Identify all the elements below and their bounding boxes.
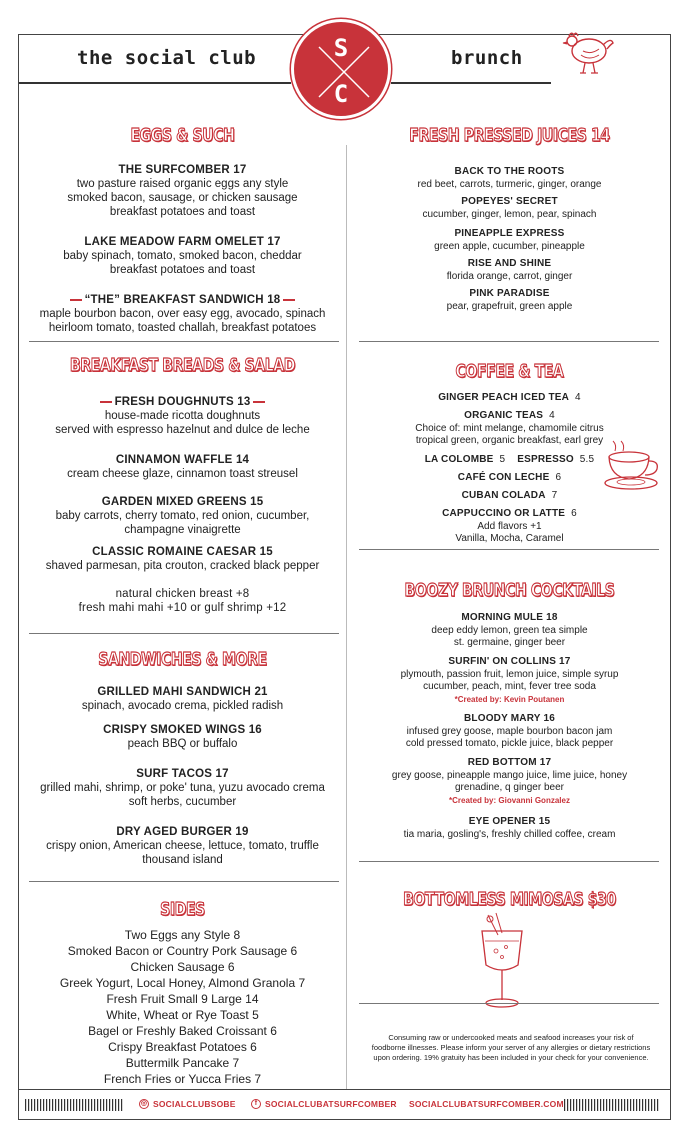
item-name: “THE” BREAKFAST SANDWICH 18	[84, 294, 281, 306]
item-name: SURF TACOS 17	[136, 768, 229, 780]
juice-pineapple-express	[347, 227, 672, 253]
menu-item-burger	[19, 825, 346, 867]
item-desc: crispy onion, American cheese, lettuce, tomato, truffle	[46, 840, 319, 852]
section-title-sandwiches: SANDWICHES & MORE	[98, 649, 267, 670]
addon: natural chicken breast +8	[115, 588, 250, 600]
menu-item-mixed-greens	[19, 495, 346, 537]
instagram-handle: SOCIALCLUBSOBE	[153, 1099, 236, 1109]
item-desc: served with espresso hazelnut and dulce de leche	[55, 424, 310, 436]
item-desc: smoked bacon, sausage, or chicken sausage	[67, 192, 298, 204]
section-title-mimosas: BOTTOMLESS MIMOSAS $30	[403, 889, 616, 910]
item-name: CINNAMON WAFFLE 14	[115, 454, 250, 466]
sides-list	[19, 927, 346, 1087]
dash-icon	[283, 299, 295, 301]
juice-pink-paradise	[347, 287, 672, 313]
item-desc: green apple, cucumber, pineapple	[434, 241, 585, 252]
section-rule	[29, 881, 339, 882]
side-item: Chicken Sausage 6	[130, 960, 235, 974]
item-name: CUBAN COLADA	[461, 490, 546, 501]
item-name: CAFÉ CON LECHE	[457, 472, 550, 483]
cocktail-surfin-collins	[347, 655, 672, 707]
menu-item-mahi-sandwich	[19, 685, 346, 713]
juice-back-to-roots	[347, 165, 672, 191]
section-rule	[29, 341, 339, 342]
menu-item-caesar	[19, 545, 346, 573]
coffee-cup-icon	[603, 437, 669, 497]
cocktail-bloody-mary	[347, 712, 672, 750]
item-price: 6	[555, 472, 562, 483]
section-title-juices: FRESH PRESSED JUICES 14	[409, 125, 610, 146]
side-item: French Fries or Yucca Fries 7	[103, 1072, 262, 1086]
menu-page	[18, 34, 671, 1120]
dash-icon	[70, 299, 82, 301]
item-name: SURFIN' ON COLLINS 17	[448, 656, 571, 667]
left-column	[19, 35, 346, 1089]
item-desc: tia maria, gosling's, freshly chilled coffee, cream	[403, 829, 616, 840]
item-name: POPEYES' SECRET	[461, 196, 558, 207]
item-name: CLASSIC ROMAINE CAESAR 15	[92, 546, 273, 558]
item-desc: cucumber, ginger, lemon, pear, spinach	[422, 209, 597, 220]
item-desc: Add flavors +1	[477, 521, 542, 532]
item-price: 4	[575, 392, 581, 403]
menu-item-surfcomber	[19, 163, 346, 219]
item-desc: st. germaine, ginger beer	[453, 637, 566, 648]
item-price: 4	[549, 410, 555, 421]
item-name: LAKE MEADOW FARM OMELET 17	[84, 236, 281, 248]
instagram-icon: ◎	[140, 1100, 148, 1107]
item-name: CRISPY SMOKED WINGS 16	[103, 724, 262, 736]
facebook-handle: SOCIALCLUBATSURFCOMBER	[265, 1099, 397, 1109]
item-credit: *Created by: Kevin Poutanen	[454, 695, 565, 704]
juice-popeyes-secret	[347, 195, 672, 221]
website-link[interactable]	[409, 1099, 564, 1109]
coffee-cappuccino	[347, 507, 672, 545]
item-desc: baby spinach, tomato, smoked bacon, cheddar	[63, 250, 302, 262]
addon: fresh mahi mahi +10 or gulf shrimp +12	[78, 602, 287, 614]
item-desc: thousand island	[142, 854, 223, 866]
item-name: BLOODY MARY 16	[464, 713, 555, 724]
item-name: PINK PARADISE	[469, 288, 550, 299]
item-desc: grenadine, q ginger beer	[455, 782, 564, 793]
menu-name: brunch	[451, 47, 523, 69]
item-name: GINGER PEACH ICED TEA	[438, 392, 570, 403]
item-desc: baby carrots, cherry tomato, red onion, cucumber,	[55, 510, 310, 522]
item-desc: peach BBQ or buffalo	[127, 738, 238, 750]
side-item: Buttermilk Pancake 7	[125, 1056, 240, 1070]
item-name: RED BOTTOM 17	[467, 757, 552, 768]
item-desc: grilled mahi, shrimp, or poke' tuna, yuzu avocado crema	[40, 782, 325, 794]
restaurant-name: the social club	[77, 47, 257, 69]
dash-icon	[100, 401, 112, 403]
section-title-eggs: EGGS & SUCH	[130, 125, 235, 146]
item-desc: shaved parmesan, pita crouton, cracked black pepper	[45, 560, 320, 572]
barcode-decoration-left	[25, 1099, 125, 1111]
item-name: ESPRESSO	[517, 454, 574, 465]
menu-item-wings	[19, 723, 346, 751]
item-desc: deep eddy lemon, green tea simple	[431, 625, 588, 636]
item-name: EYE OPENER 15	[468, 816, 551, 827]
salad-addons	[19, 587, 346, 615]
item-name: GARDEN MIXED GREENS 15	[101, 496, 264, 508]
section-title-sides: SIDES	[160, 899, 205, 920]
side-item: Two Eggs any Style 8	[124, 928, 241, 942]
item-desc: house-made ricotta doughnuts	[104, 410, 261, 422]
section-rule	[29, 633, 339, 634]
footer	[19, 1089, 670, 1119]
item-price: 7	[551, 490, 558, 501]
item-price: 6	[571, 508, 577, 519]
logo-letter-c: C	[333, 80, 349, 108]
item-desc: florida orange, carrot, ginger	[446, 271, 573, 282]
item-desc: red beet, carrots, turmeric, ginger, orange	[417, 179, 602, 190]
facebook-link[interactable]	[251, 1099, 397, 1109]
item-credit: *Created by: Giovanni Gonzalez	[449, 796, 570, 805]
menu-item-doughnuts	[19, 395, 346, 437]
item-name: PINEAPPLE EXPRESS	[454, 228, 565, 239]
side-item: Crispy Breakfast Potatoes 6	[108, 1040, 257, 1054]
item-desc: Vanilla, Mocha, Caramel	[455, 533, 564, 544]
section-rule	[359, 1003, 659, 1004]
disclaimer: Consuming raw or undercooked meats and seafood increases your risk of foodborne illnesses. Please inform your server of any allergies or dietary restrictions upon ordering. 19% gratuity has been included in your check for your convenience.	[371, 1033, 651, 1062]
section-title-coffee: COFFEE & TEA	[455, 361, 564, 382]
side-item: Bagel or Freshly Baked Croissant 6	[88, 1024, 277, 1038]
item-desc: spinach, avocado crema, pickled radish	[81, 700, 284, 712]
section-rule	[359, 341, 659, 342]
item-desc: champagne vinaigrette	[124, 524, 241, 536]
website-url: SOCIALCLUBATSURFCOMBER.COM	[409, 1099, 564, 1109]
item-name: RISE AND SHINE	[467, 258, 552, 269]
cocktail-morning-mule	[347, 611, 672, 649]
item-desc: infused grey goose, maple bourbon bacon jam	[406, 726, 613, 737]
side-item: Greek Yogurt, Local Honey, Almond Granola 7	[59, 976, 306, 990]
menu-item-omelet	[19, 235, 346, 277]
item-desc: cucumber, peach, mint, fever tree soda	[423, 681, 596, 692]
menu-item-tacos	[19, 767, 346, 809]
section-rule	[359, 549, 659, 550]
item-desc: heirloom tomato, toasted challah, breakfast potatoes	[48, 322, 317, 334]
item-name: BACK TO THE ROOTS	[454, 166, 565, 177]
item-desc: tropical green, organic breakfast, earl grey	[415, 435, 604, 446]
item-name: GRILLED MAHI SANDWICH 21	[97, 686, 268, 698]
item-desc: soft herbs, cucumber	[128, 796, 237, 808]
cocktail-red-bottom	[347, 756, 672, 808]
item-desc: grey goose, pineapple mango juice, lime juice, honey	[391, 770, 628, 781]
cocktail-eye-opener	[347, 815, 672, 841]
coffee-ginger-peach	[347, 391, 672, 405]
item-name: ORGANIC TEAS	[464, 410, 544, 421]
section-title-cocktails: BOOZY BRUNCH COCKTAILS	[404, 580, 615, 601]
item-name: LA COLOMBE	[424, 454, 494, 465]
menu-item-waffle	[19, 453, 346, 481]
item-price: 5	[499, 454, 506, 465]
item-desc: Choice of: mint melange, chamomile citrus	[415, 423, 604, 434]
item-desc: cold pressed tomato, pickle juice, black pepper	[405, 738, 614, 749]
item-desc: maple bourbon bacon, over easy egg, avocado, spinach	[39, 308, 326, 320]
item-desc: two pasture raised organic eggs any style	[76, 178, 289, 190]
barcode-decoration-right	[564, 1099, 664, 1111]
item-price: 5.5	[579, 454, 595, 465]
item-name: FRESH DOUGHNUTS 13	[114, 396, 251, 408]
instagram-link[interactable]	[139, 1099, 236, 1109]
right-column	[347, 35, 672, 1089]
section-rule	[359, 861, 659, 862]
item-name: CAPPUCCINO OR LATTE	[442, 508, 566, 519]
dash-icon	[253, 401, 265, 403]
item-name: DRY AGED BURGER 19	[116, 826, 249, 838]
item-desc: breakfast potatoes and toast	[109, 264, 256, 276]
juice-rise-and-shine	[347, 257, 672, 283]
logo-letter-s: S	[333, 34, 349, 62]
item-desc: breakfast potatoes and toast	[109, 206, 256, 218]
section-title-breads: BREAKFAST BREADS & SALAD	[69, 355, 296, 376]
side-item: Fresh Fruit Small 9 Large 14	[106, 992, 259, 1006]
menu-item-breakfast-sandwich	[19, 293, 346, 335]
facebook-icon: f	[251, 1099, 261, 1109]
item-desc: pear, grapefruit, green apple	[446, 301, 573, 312]
side-item: White, Wheat or Rye Toast 5	[106, 1008, 259, 1022]
item-desc: cream cheese glaze, cinnamon toast streusel	[67, 468, 298, 480]
item-desc: plymouth, passion fruit, lemon juice, simple syrup	[400, 669, 619, 680]
champagne-glass-icon	[472, 911, 532, 1009]
item-name: THE SURFCOMBER 17	[118, 164, 247, 176]
side-item: Smoked Bacon or Country Pork Sausage 6	[67, 944, 298, 958]
item-name: MORNING MULE 18	[461, 612, 558, 623]
